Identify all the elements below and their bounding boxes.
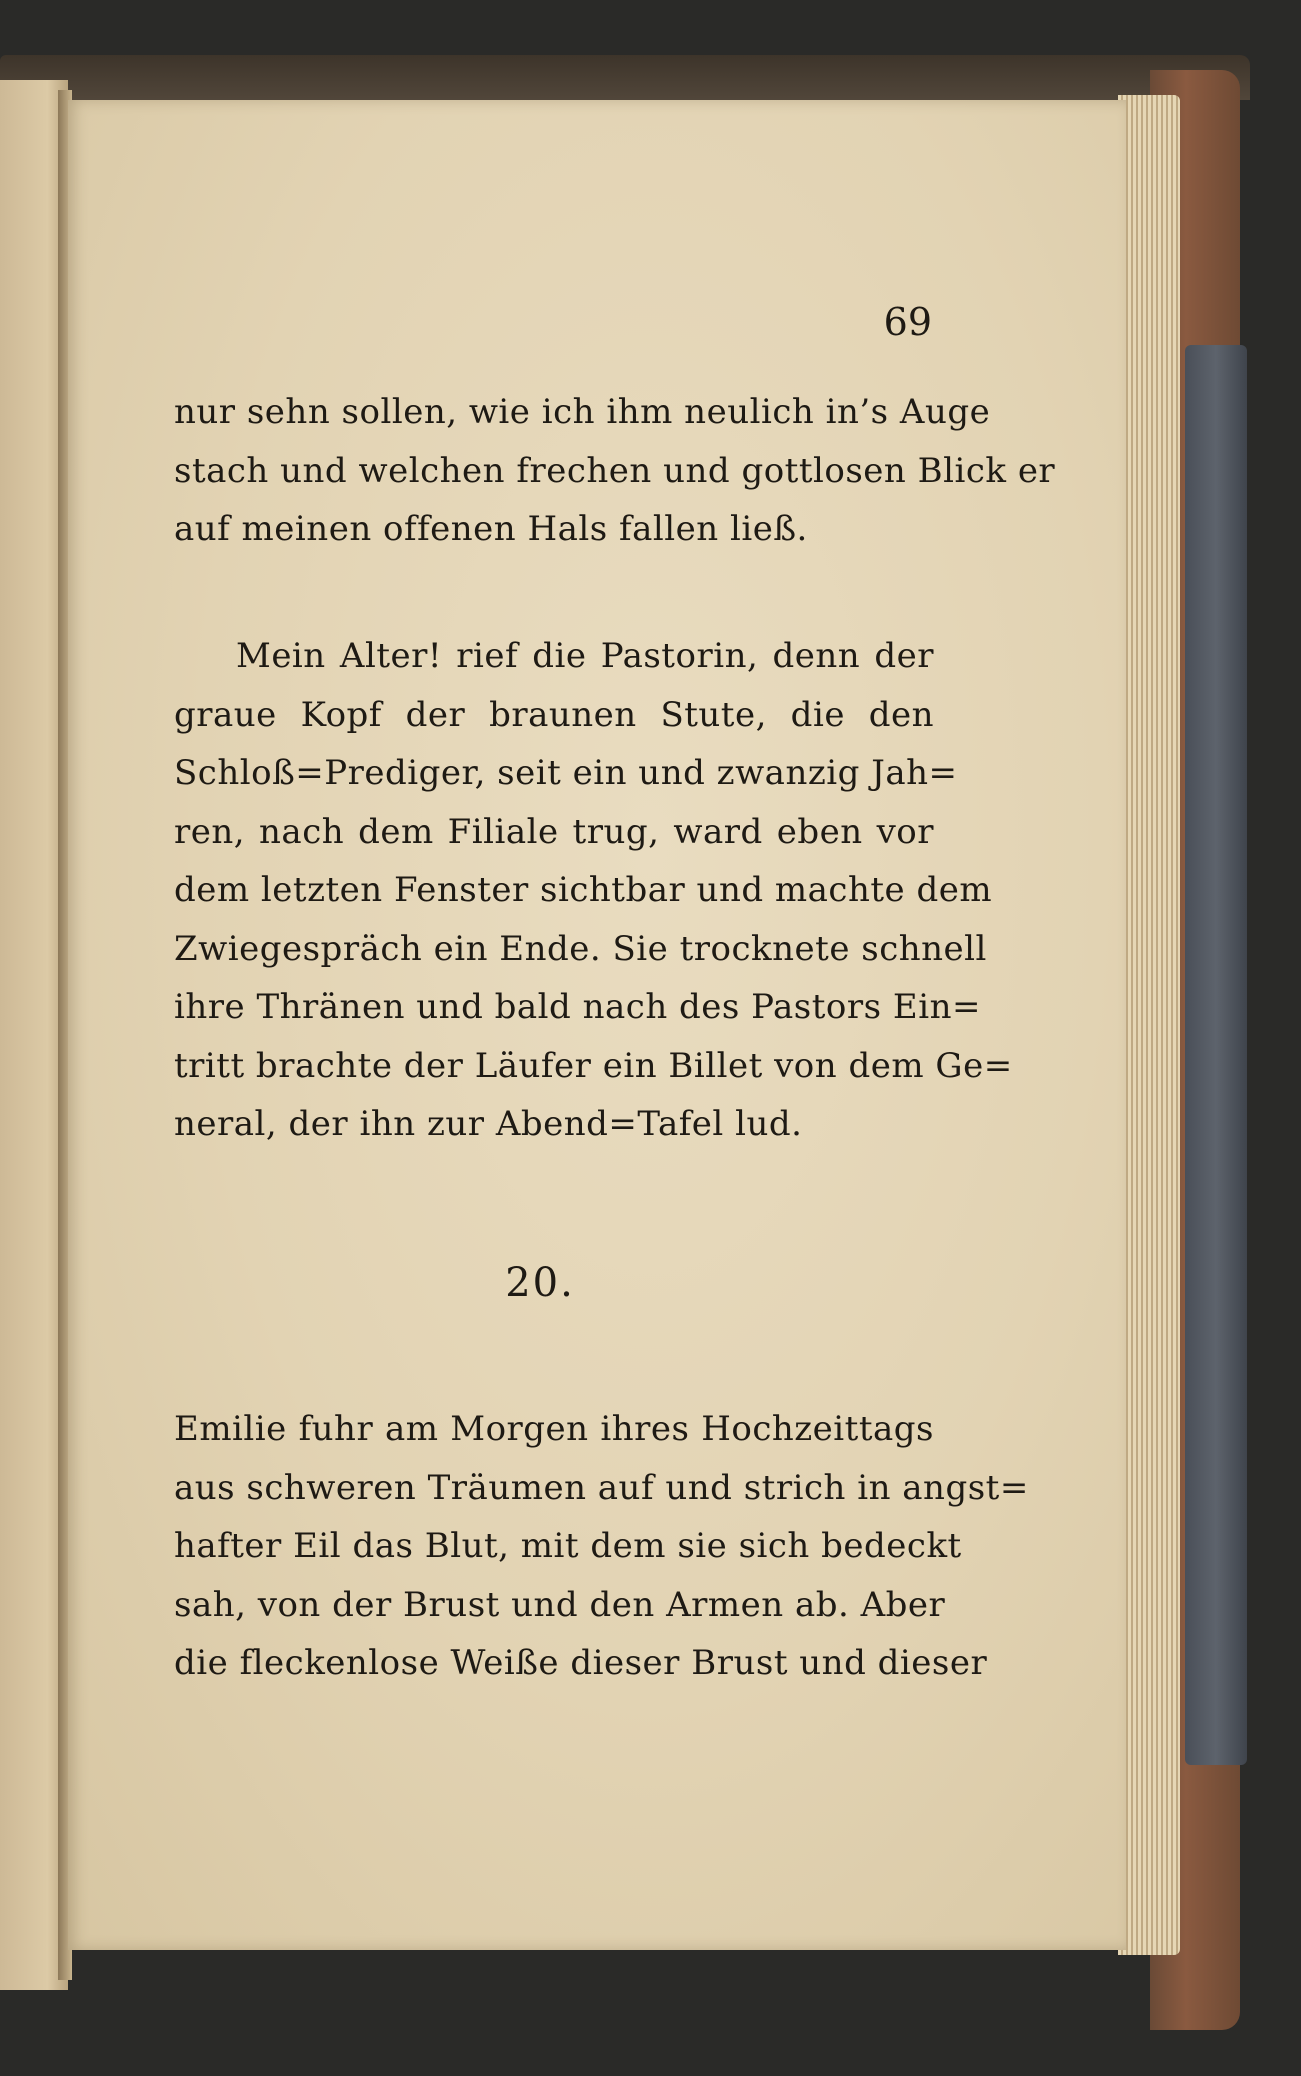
text-line: aus schweren Träumen auf und strich in angst=: [174, 1467, 1029, 1508]
text-line: sah, von der Brust und den Armen ab. Aber: [174, 1584, 946, 1625]
book-cover-top: [0, 55, 1250, 100]
text-line: Emilie fuhr am Morgen ihres Hochzeittags: [174, 1409, 934, 1449]
book-cover-cloth: [1185, 345, 1247, 1765]
text-line: Zwiegespräch ein Ende. Sie trocknete schnell: [174, 928, 987, 969]
paragraph-1: [174, 383, 1056, 559]
text-line: Mein Alter! rief die Pastorin, denn der: [236, 636, 934, 676]
text-line: tritt brachte der Läufer ein Billet von dem Ge=: [174, 1045, 1013, 1086]
chapter-paragraph: [174, 1400, 1029, 1693]
text-line: hafter Eil das Blut, mit dem sie sich bedeckt: [174, 1526, 962, 1566]
chapter-number: 20.: [505, 1260, 575, 1306]
text-line: dem letzten Fenster sichtbar und machte dem: [174, 870, 993, 910]
paragraph-2: [174, 627, 1013, 1154]
text-line: stach und welchen frechen und gottlosen Blick er: [174, 450, 1056, 491]
page-number: 69: [883, 300, 932, 344]
text-line: ihre Thränen und bald nach des Pastors Ein=: [174, 987, 981, 1027]
text-line: auf meinen offenen Hals fallen ließ.: [174, 509, 808, 549]
text-line: ren, nach dem Filiale trug, ward eben vor: [174, 811, 934, 852]
text-line: neral, der ihn zur Abend=Tafel lud.: [174, 1104, 803, 1144]
text-line: Schloß=Prediger, seit ein und zwanzig Jah=: [174, 753, 958, 793]
text-line: die fleckenlose Weiße dieser Brust und dieser: [174, 1643, 988, 1683]
text-line: nur sehn sollen, wie ich ihm neulich in’s Auge: [174, 392, 991, 432]
text-line: graue Kopf der braunen Stute, die den: [174, 694, 934, 735]
page-edges: [1118, 95, 1180, 1955]
